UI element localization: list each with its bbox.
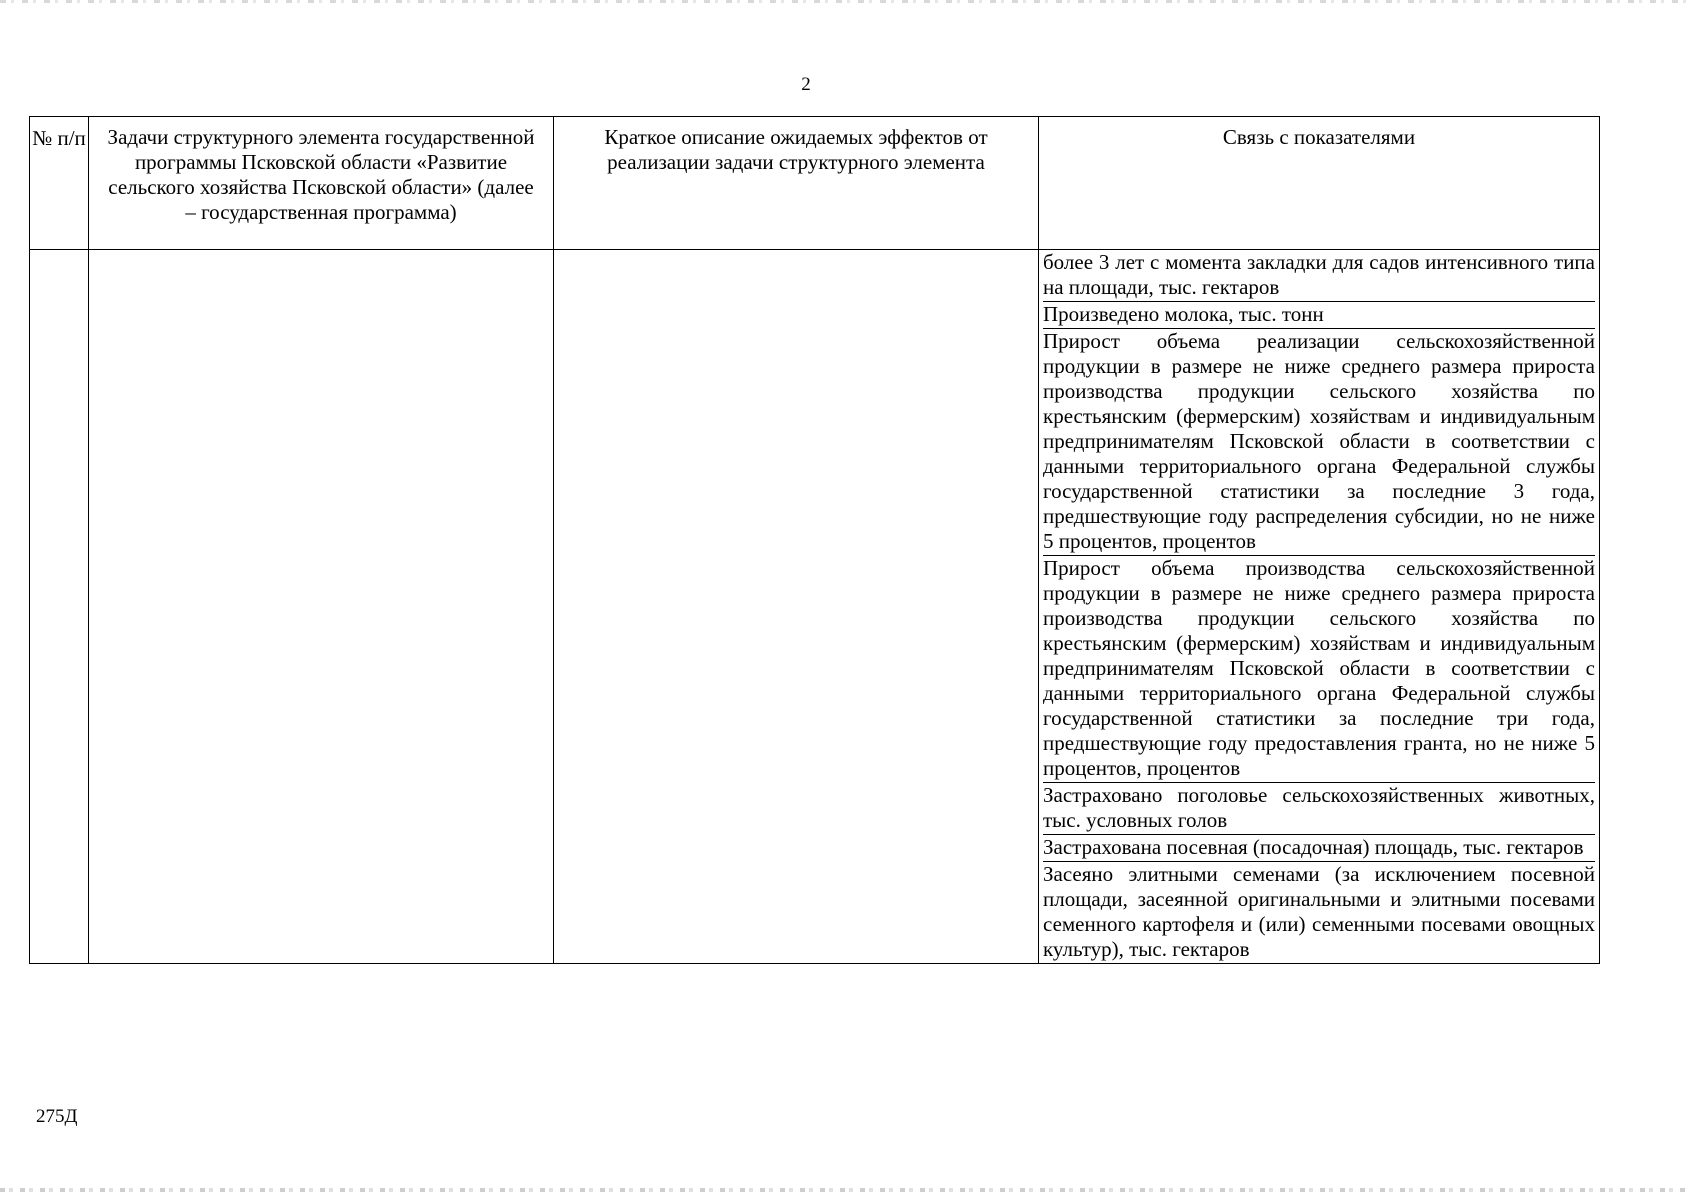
indicator-item: Застрахована посевная (посадочная) площадь, тыс. гектаров <box>1043 835 1595 862</box>
scan-edge-bottom <box>0 1188 1686 1192</box>
cell-task <box>89 250 554 964</box>
cell-effects <box>554 250 1039 964</box>
cell-number <box>30 250 89 964</box>
page-number: 2 <box>801 74 811 95</box>
header-number: № п/п <box>30 117 89 250</box>
header-indicators: Связь с показателями <box>1039 117 1600 250</box>
indicator-item: Застраховано поголовье сельскохозяйственных животных, тыс. условных голов <box>1043 783 1595 835</box>
scan-edge-top <box>0 0 1686 3</box>
indicator-item: более 3 лет с момента закладки для садов интенсивного типа на площади, тыс. гектаров <box>1043 250 1595 302</box>
table-row <box>30 250 1600 964</box>
indicator-item: Засеяно элитными семенами (за исключением посевной площади, засеянной оригинальными и элитными посевами семенного картофеля и (или) семенными посевами овощных культур), тыс. гектаров <box>1043 862 1595 961</box>
indicator-item: Прирост объема производства сельскохозяйственной продукции в размере не ниже среднего размера прироста производства продукции сельского хозяйства по крестьянским (фермерским) хозяйствам и индивидуальным предпринимателям Псковской области в соответствии с данными территориального органа Федеральной службы государственной статистики за последние три года, предшествующие году предоставления гранта, но не ниже 5 процентов, процентов <box>1043 556 1595 783</box>
indicator-item: Произведено молока, тыс. тонн <box>1043 302 1595 329</box>
indicator-item: Прирост объема реализации сельскохозяйственной продукции в размере не ниже среднего размера прироста производства продукции сельского хозяйства по крестьянским (фермерским) хозяйствам и индивидуальным предпринимателям Псковской области в соответствии с данными территориального органа Федеральной службы государственной статистики за последние 3 года, предшествующие году распределения субсидии, но не ниже 5 процентов, процентов <box>1043 329 1595 556</box>
tasks-indicators-table <box>29 116 1600 964</box>
document-code: 275Д <box>36 1106 78 1127</box>
table-header-row <box>30 117 1600 250</box>
header-effects: Краткое описание ожидаемых эффектов от реализации задачи структурного элемента <box>554 117 1039 250</box>
header-tasks: Задачи структурного элемента государственной программы Псковской области «Развитие сельского хозяйства Псковской области» (далее – государственная программа) <box>89 117 554 250</box>
cell-indicators <box>1039 250 1600 964</box>
